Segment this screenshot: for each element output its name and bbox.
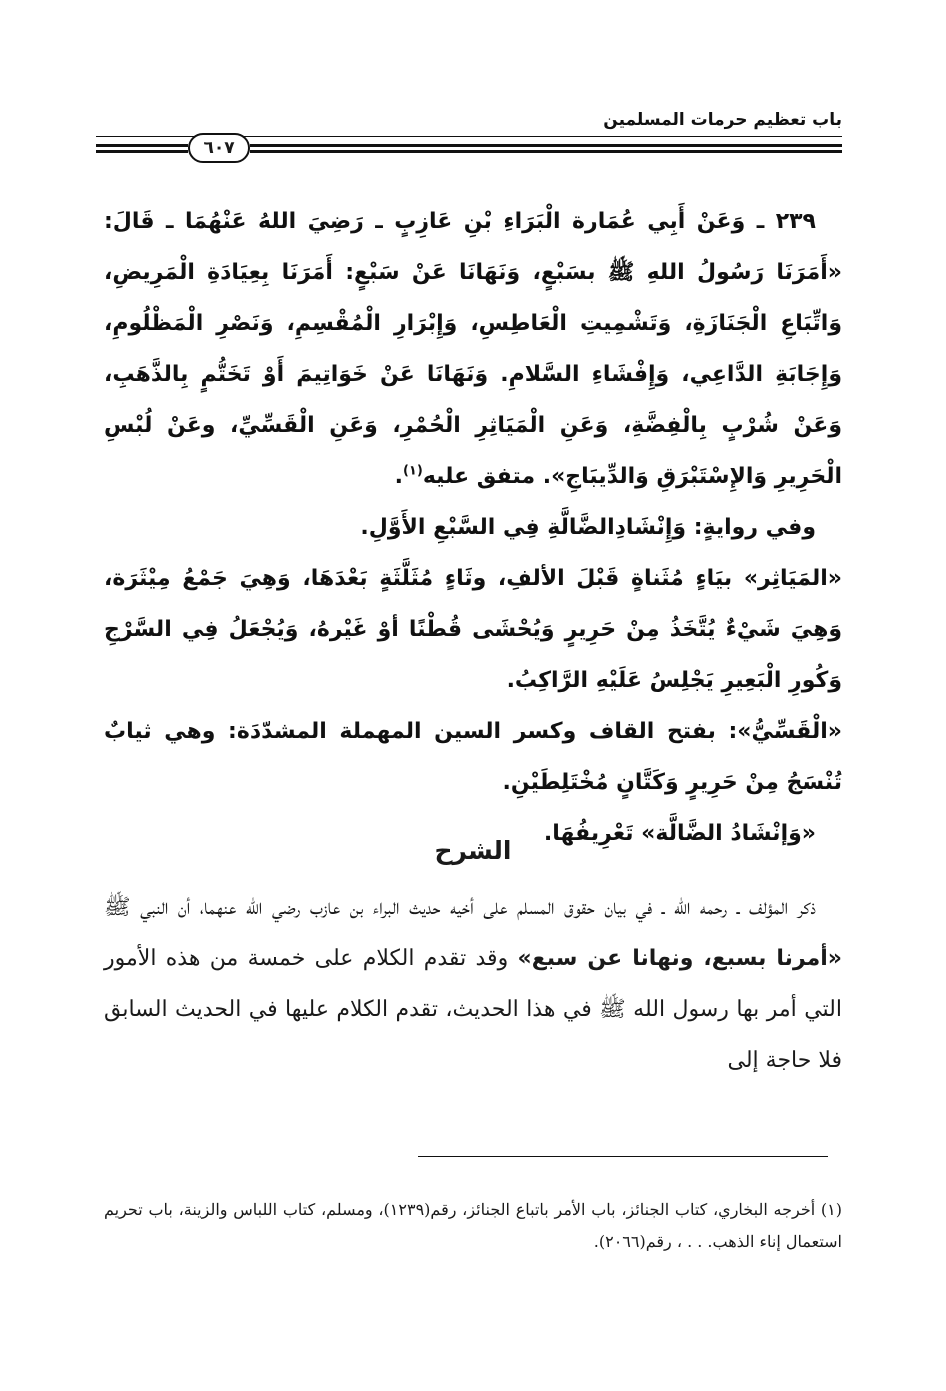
gloss-paragraph: «الْقَسِّيُّ»: بفتح القاف وكسر السين المهملة المشدّدَة: وهي ثيابٌ تُنْسَجُ مِنْ حَرِيرٍ وَكَتَّانٍ مُخْتَلِطَيْنِ.	[104, 719, 842, 795]
running-header-title: باب تعظيم حرمات المسلمين	[603, 110, 842, 130]
commentary-paragraph	[104, 882, 842, 1086]
commentary-text: وقد تقدم الكلام على خمسة من هذه الأمور التي أمر بها رسول الله ﷺ في هذا الحديث، تقدم الكلام عليها في الحديث السابق فلا حاجة إلى	[104, 946, 842, 1073]
hadith-text: ٢٣٩ ـ وَعَنْ أَبِي عُمَارة الْبَرَاءِ بْنِ عَازِبٍ ـ رَضِيَ اللهُ عَنْهُمَا ـ قَالَ: «أَمَرَنَا رَسُولُ اللهِ ﷺ بسَبْعٍ، وَنَهَانَا عَنْ سَبْعٍ: أَمَرَنَا بِعِيَادَةِ الْمَرِيضِ، وَاتِّبَاعِ الْجَنَازَةِ، وَتَشْمِيتِ الْعَاطِسِ، وَإِبْرَارِ الْمُقْسِمِ، وَنَصْرِ الْمَظْلُومِ، وَإِجَابَةِ الدَّاعِي، وَإِفْشَاءِ السَّلامِ. وَنَهَانَا عَنْ خَوَاتِيمَ أَوْ تَخَتُّمٍ بِالذَّهَبِ، وَعَنْ شُرْبٍ بِالْفِضَّةِ، وَعَنِ الْمَيَاثِرِ الْحُمْرِ، وَعَنِ الْقَسِّيِّ، وعَنْ لُبْسِ الْحَرِيرِ وَالإِسْتَبْرَقِ وَالدِّيبَاجِ». متفق عليه	[104, 209, 842, 489]
footnotes-section	[104, 1194, 842, 1258]
commentary-text: ذكر المؤلف ـ رحمه الله ـ في بيان حقوق المسلم على أخيه حديث البراء بن عازب رضي الله عنهما، أن النبي ﷺ	[104, 895, 816, 920]
page-number-badge	[188, 133, 250, 163]
commentary-quote: «أمرنا بسبع، ونهانا عن سبع»	[517, 946, 842, 971]
hadith-section	[104, 196, 842, 859]
hadith-end-mark: .	[394, 464, 403, 489]
header-rule-left	[96, 144, 188, 153]
footnote-separator	[418, 1156, 828, 1157]
gloss-paragraph: «المَيَاثِر» بيَاءٍ مُثَناةٍ قَبْلَ الألفِ، وثَاءٍ مُثَلَّثَةٍ بَعْدَهَا، وَهِيَ جَمْعُ مِيْثَرَة، وَهِيَ شَيْءٌ يُتَّخَذُ مِنْ حَرِيرٍ وَيُحْشَى قُطْنًا أوْ غَيْرهُ، وَيُجْعَلُ فِي السَّرْجِ وَكُورِ الْبَعِيرِ يَجْلِسُ عَلَيْهِ الرَّاكِبُ.	[104, 566, 842, 693]
section-heading: الشرح	[434, 836, 512, 865]
footnote: (١) أخرجه البخاري، كتاب الجنائز، باب الأمر باتباع الجنائز، رقم(١٢٣٩)، ومسلم، كتاب اللباس والزينة، باب تحريم استعمال إناء الذهب. . . ، رقم(٢٠٦٦).	[104, 1200, 842, 1251]
commentary-section	[104, 882, 842, 1086]
hadith-paragraph	[104, 196, 842, 502]
riwaya-paragraph: وفي روايةٍ: وَإِنْشَادِالضَّالَّةِ فِي السَّبْعِ الأَوَّلِ.	[360, 515, 816, 540]
footnote-reference: (١)	[402, 463, 423, 479]
page-number: ٦٠٧	[203, 138, 235, 158]
header-rule-right	[250, 144, 842, 153]
gloss-paragraph: «وَإنْشَادُ الضَّالَّة» تَعْرِيفُهَا.	[543, 821, 816, 846]
